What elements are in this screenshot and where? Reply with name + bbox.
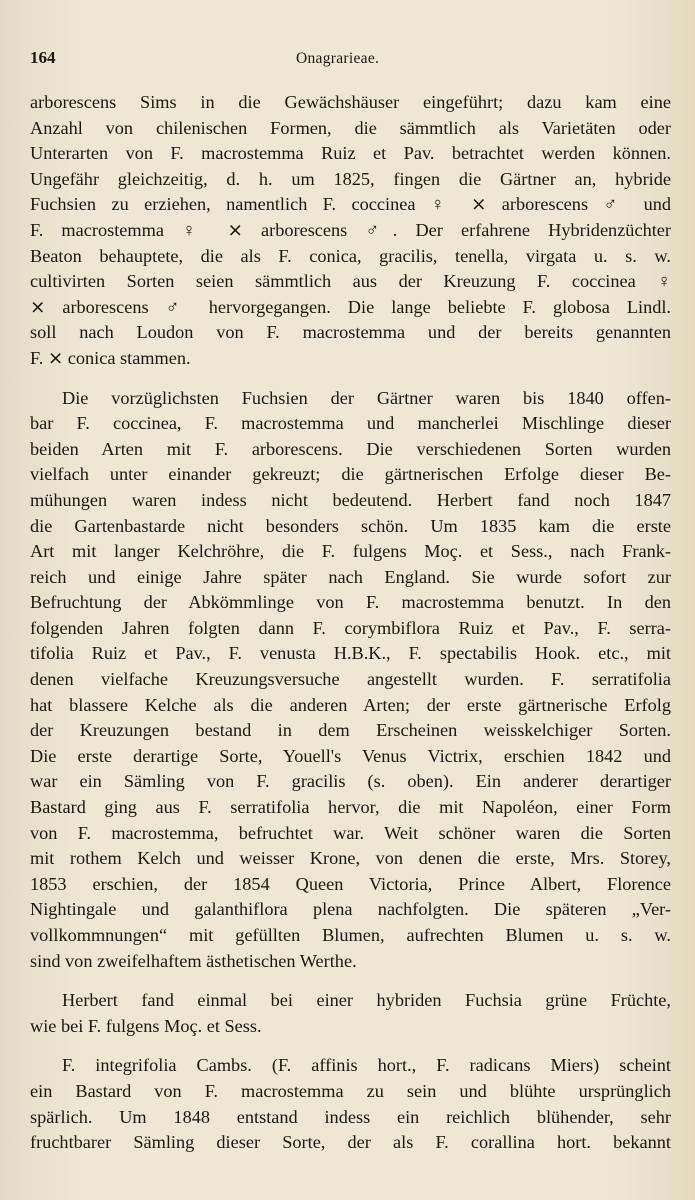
paragraph-2: [30, 386, 671, 975]
text-line: denen vielfache Kreuzungsversuche angestellt wurden. F. serratifolia: [30, 669, 671, 690]
text-line: bar F. coccinea, F. macrostemma und mancherlei Mischlinge dieser: [30, 413, 671, 434]
text-line: Anzahl von chilenischen Formen, die sämmtlich als Varietäten oder: [30, 117, 671, 138]
text-line: sind von zweifelhaftem ästhetischen Werthe.: [30, 950, 357, 971]
text-line: vielfach unter einander gekreuzt; die gärtnerischen Erfolge dieser Be-: [30, 464, 671, 485]
text-line: Die vorzüglichsten Fuchsien der Gärtner waren bis 1840 offen-: [62, 387, 671, 408]
text-line: vollkommnungen“ mit gefüllten Blumen, aufrechten Blumen u. s. w.: [30, 925, 671, 945]
text-line: Befruchtung der Abkömmlinge von F. macrostemma benutzt. In den: [30, 592, 671, 613]
text-line: die Gartenbastarde nicht besonders schön. Um 1835 kam die erste: [30, 515, 671, 536]
body-text: [30, 90, 671, 1156]
paragraph-3: [30, 988, 671, 1039]
text-line: hat blassere Kelche als die anderen Arten; der erste gärtnerische Erfolg: [30, 694, 671, 715]
text-line: Fuchsien zu erziehen, namentlich F. coccinea ♀ ⨯ arborescens ♂ und: [30, 194, 671, 215]
text-line: reich und einige Jahre später nach England. Sie wurde sofort zur: [30, 566, 671, 587]
text-line: fruchtbarer Sämling dieser Sorte, der als F. corallina hort. bekannt: [30, 1132, 671, 1153]
page-header: [30, 48, 671, 68]
paragraph-gap: [30, 372, 671, 386]
text-line: Ungefähr gleichzeitig, d. h. um 1825, fingen die Gärtner an, hybride: [30, 168, 671, 189]
text-line: tifolia Ruiz et Pav., F. venusta H.B.K., F. spectabilis Hook. etc., mit: [30, 643, 671, 664]
text-line: Nightingale und galanthiflora plena nachfolgten. Die späteren „Ver-: [30, 899, 671, 920]
text-line: Beaton behauptete, die als F. conica, gracilis, tenella, virgata u. s. w.: [30, 245, 671, 266]
text-line: 1853 erschien, der 1854 Queen Victoria, Prince Albert, Florence: [30, 873, 671, 894]
text-line: Die erste derartige Sorte, Youell's Venus Victrix, erschien 1842 und: [30, 745, 671, 766]
text-line: war ein Sämling von F. gracilis (s. oben). Ein anderer derartiger: [30, 771, 671, 792]
paragraph-gap: [30, 974, 671, 988]
running-title: Onagrarieae.: [296, 50, 380, 67]
text-line: soll nach Loudon von F. macrostemma und der bereits genannten: [30, 322, 671, 343]
text-line: beiden Arten mit F. arborescens. Die verschiedenen Sorten wurden: [30, 438, 671, 459]
text-line: der Kreuzungen bestand in dem Erscheinen weisskelchiger Sorten.: [30, 720, 671, 741]
text-line: arborescens Sims in die Gewächshäuser eingeführt; dazu kam eine: [30, 92, 671, 112]
text-line: mühungen waren indess nicht bedeutend. Herbert fand noch 1847: [30, 489, 671, 510]
text-line: spärlich. Um 1848 entstand indess ein reichlich blühender, sehr: [30, 1106, 671, 1127]
page-number: 164: [30, 48, 56, 67]
text-line: Herbert fand einmal bei einer hybriden Fuchsia grüne Früchte,: [62, 990, 671, 1011]
text-line: folgenden Jahren folgten dann F. corymbiflora Ruiz et Pav., F. serra-: [30, 617, 671, 638]
text-line: F. macrostemma ♀ ⨯ arborescens ♂. Der erfahrene Hybridenzüchter: [30, 219, 671, 240]
text-line: Unterarten von F. macrostemma Ruiz et Pav. betrachtet werden können.: [30, 143, 671, 164]
paragraph-gap: [30, 1039, 671, 1053]
text-line: von F. macrostemma, befruchtet war. Weit schöner waren die Sorten: [30, 822, 671, 843]
text-line: mit rothem Kelch und weisser Krone, von denen die erste, Mrs. Storey,: [30, 848, 671, 869]
text-line: Art mit langer Kelchröhre, die F. fulgens Moç. et Sess., nach Frank-: [30, 541, 671, 562]
text-line: Bastard ging aus F. serratifolia hervor, die mit Napoléon, einer Form: [30, 797, 671, 818]
text-line: ⨯ arborescens ♂ hervorgegangen. Die lange beliebte F. globosa Lindl.: [30, 296, 671, 317]
paragraph-1: [30, 90, 671, 372]
text-line: ein Bastard von F. macrostemma zu sein und blühte ursprünglich: [30, 1080, 671, 1101]
text-line: cultivirten Sorten seien sämmtlich aus der Kreuzung F. coccinea ♀: [30, 271, 671, 292]
text-line: F. ⨯ conica stammen.: [30, 347, 191, 368]
paragraph-4: [30, 1053, 671, 1155]
text-line: wie bei F. fulgens Moç. et Sess.: [30, 1015, 262, 1036]
text-line: F. integrifolia Cambs. (F. affinis hort., F. radicans Miers) scheint: [62, 1055, 671, 1076]
